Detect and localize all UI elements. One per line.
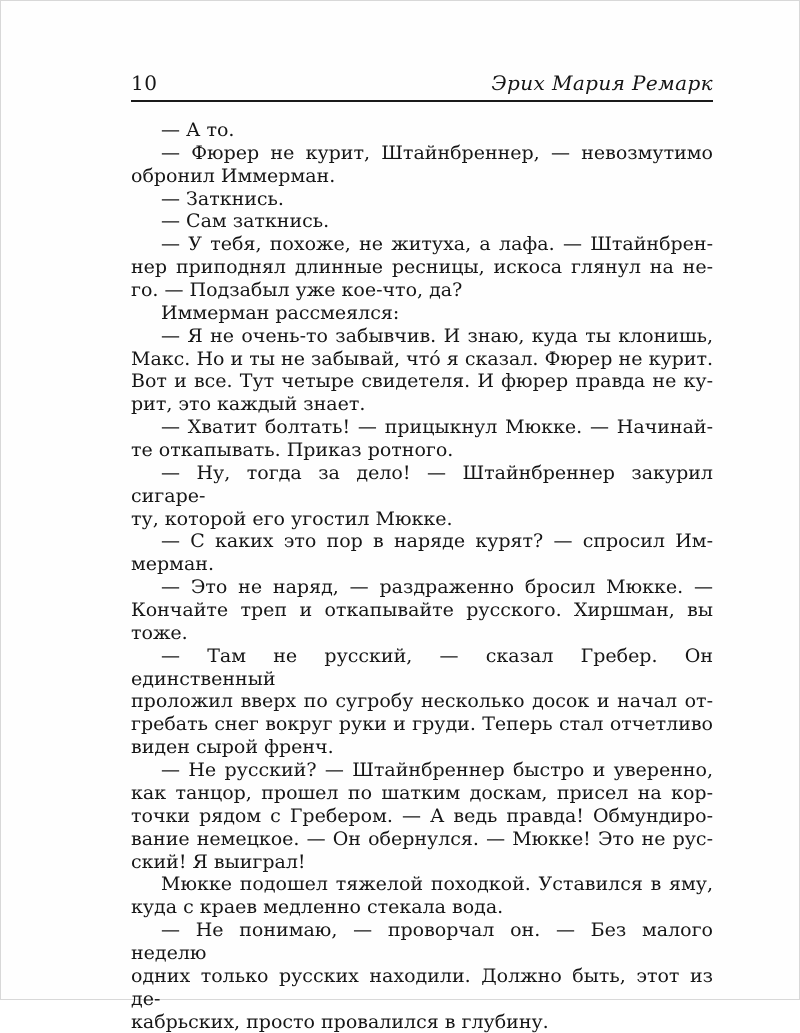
text-line: гребать снег вокруг руки и груди. Теперь стал отчетливо — [131, 713, 713, 736]
text-line: Кончайте треп и откапывайте русского. Хиршман, вы тоже. — [131, 599, 713, 644]
text-line: — Хватит болтать! — прицыкнул Мюкке. — Начинай- — [161, 416, 713, 439]
page-header — [131, 71, 713, 95]
running-title: Эрих Мария Ремарк — [491, 71, 713, 95]
page-number: 10 — [131, 71, 158, 95]
text-line: рит, это каждый знает. — [131, 393, 366, 416]
text-line: Макс. Но и ты не забывай, что́ я сказал. Фюрер не курит. — [131, 347, 713, 370]
text-line: — У тебя, похоже, не житуха, а лафа. — Штайнбрен- — [161, 233, 713, 256]
text-line: — Заткнись. — [161, 187, 284, 210]
text-line: го. — Подзабыл уже кое-что, да? — [131, 279, 463, 302]
text-line: мерман. — [131, 553, 214, 576]
text-line: Вот и все. Тут четыре свидетеля. И фюрер правда не ку- — [131, 370, 713, 393]
text-line: Мюкке подошел тяжелой походкой. Уставился в яму, — [161, 873, 713, 896]
text-line: — Сам заткнись. — [161, 210, 330, 233]
text-line: — Не русский? — Штайнбреннер быстро и уверенно, — [161, 759, 713, 782]
text-line: как танцор, прошел по шатким доскам, присел на кор- — [131, 781, 713, 804]
text-line: вание немецкое. — Он обернулся. — Мюкке! Это не рус- — [131, 827, 713, 850]
text-line: кабрьских, просто провалился в глубину. — [131, 1010, 549, 1033]
text-line: — С каких это пор в наряде курят? — спросил Им- — [161, 530, 713, 553]
text-line: ту, которой его угостил Мюкке. — [131, 507, 453, 530]
text-line: Иммерман рассмеялся: — [161, 301, 400, 324]
text-line: виден сырой френч. — [131, 736, 334, 759]
text-line: куда с краев медленно стекала вода. — [131, 896, 504, 919]
text-line: — А то. — [161, 119, 235, 141]
text-line: — Фюрер не курит, Штайнбреннер, — невозмутимо — [161, 141, 713, 164]
text-line: проложил вверх по сугробу несколько досок и начал от- — [131, 690, 713, 713]
text-line: обронил Иммерман. — [131, 164, 336, 187]
text-line: — Там не русский, — сказал Гребер. Он единственный — [131, 644, 713, 690]
text-line: точки рядом с Гребером. — А ведь правда! Обмундиро- — [131, 804, 713, 827]
text-line: ский! Я выиграл! — [131, 850, 306, 873]
text-line: одних только русских находили. Должно быть, этот из де- — [131, 964, 713, 1010]
text-line: — Я не очень-то забывчив. И знаю, куда ты клонишь, — [161, 324, 713, 347]
text-line: нер приподнял длинные ресницы, искоса глянул на не- — [131, 256, 713, 279]
body-text — [131, 119, 713, 1033]
text-line: — Ну, тогда за дело! — Штайнбреннер закурил сигаре- — [131, 461, 713, 507]
text-line: те откапывать. Приказ ротного. — [131, 439, 454, 462]
text-line: — Это не наряд, — раздраженно бросил Мюкке. — — [161, 576, 713, 599]
header-rule — [131, 100, 713, 102]
text-line: — Не понимаю, — проворчал он. — Без малого неделю — [131, 919, 713, 964]
